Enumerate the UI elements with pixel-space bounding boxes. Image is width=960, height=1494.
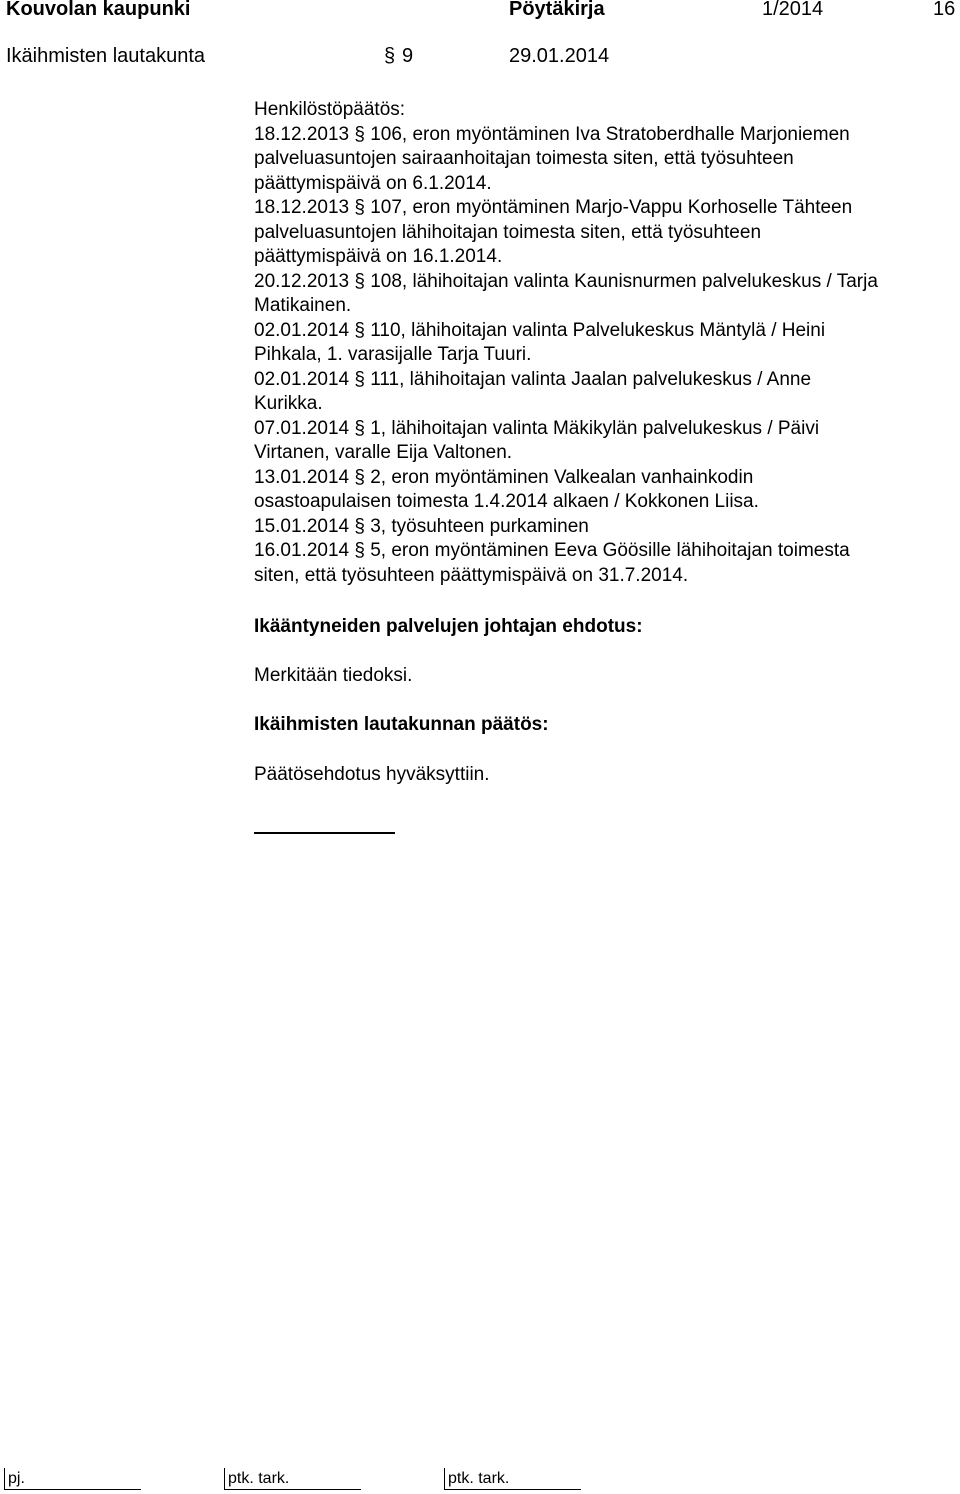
signature-line [4,1489,141,1490]
decision-line: 16.01.2014 § 5, eron myöntäminen Eeva Göösille lähihoitajan toimesta [254,540,850,561]
end-rule [254,832,395,834]
decision-line: 02.01.2014 § 111, lähihoitajan valinta Jaalan palvelukeskus / Anne [254,368,812,390]
org-name: Kouvolan kaupunki [6,0,191,20]
footer-divider [4,1468,5,1490]
decision-line: siten, että työsuhteen päättymispäivä on 31.7.2014. [254,564,689,586]
section-symbol: § [384,45,396,67]
decision-line: päättymispäivä on 16.1.2014. [254,246,503,267]
decisions-section [254,98,954,588]
decision-line: 20.12.2013 § 108, lähihoitajan valinta Kaunisnurmen palvelukeskus / Tarja [254,270,878,292]
decision-heading: Ikäihmisten lautakunnan päätös: [254,714,549,735]
signature-line [444,1489,581,1490]
proposal-heading: Ikääntyneiden palvelujen johtajan ehdotus: [254,616,643,637]
decision-line: 13.01.2014 § 2, eron myöntäminen Valkealan vanhainkodin [254,466,754,488]
meeting-date: 29.01.2014 [509,45,610,67]
decision-line: 18.12.2013 § 107, eron myöntäminen Marjo-Vappu Korhoselle Tähteen [254,197,853,218]
proposal-text: Merkitään tiedoksi. [254,665,413,686]
footer-divider [224,1468,225,1490]
decision-line: palveluasuntojen sairaanhoitajan toimesta siten, että työsuhteen [254,148,794,169]
document-type: Pöytäkirja [509,0,605,20]
decision-line: Kurikka. [254,393,323,414]
decision-line: 02.01.2014 § 110, lähihoitajan valinta Palvelukeskus Mäntylä / Heini [254,319,826,341]
footer-divider [444,1468,445,1490]
decision-line: 07.01.2014 § 1, lähihoitajan valinta Mäkikylän palvelukeskus / Päivi [254,417,820,439]
decision-line: Matikainen. [254,295,352,316]
decision-line: palveluasuntojen lähihoitajan toimesta siten, että työsuhteen [254,221,762,243]
intro-label: Henkilöstöpäätös: [254,99,406,120]
committee-name: Ikäihmisten lautakunta [6,45,206,67]
footer-label-chair: pj. [8,1470,25,1487]
footer-label-reviewer-2: ptk. tark. [448,1470,510,1487]
decision-line: Virtanen, varalle Eija Valtonen. [254,442,513,463]
decision-line: 18.12.2013 § 106, eron myöntäminen Iva Stratoberdhalle Marjoniemen [254,123,850,145]
decision-line: päättymispäivä on 6.1.2014. [254,172,492,194]
decision-line: osastoapulaisen toimesta 1.4.2014 alkaen / Kokkonen Liisa. [254,491,759,512]
decision-line: 15.01.2014 § 3, työsuhteen purkaminen [254,515,589,537]
section-number: 9 [402,45,414,67]
document-number: 1/2014 [762,0,824,20]
signature-line [224,1489,361,1490]
decision-line: Pihkala, 1. varasijalle Tarja Tuuri. [254,344,532,365]
footer-label-reviewer-1: ptk. tark. [228,1470,290,1487]
page-number: 16 [933,0,956,20]
decision-text: Päätösehdotus hyväksyttiin. [254,764,490,785]
